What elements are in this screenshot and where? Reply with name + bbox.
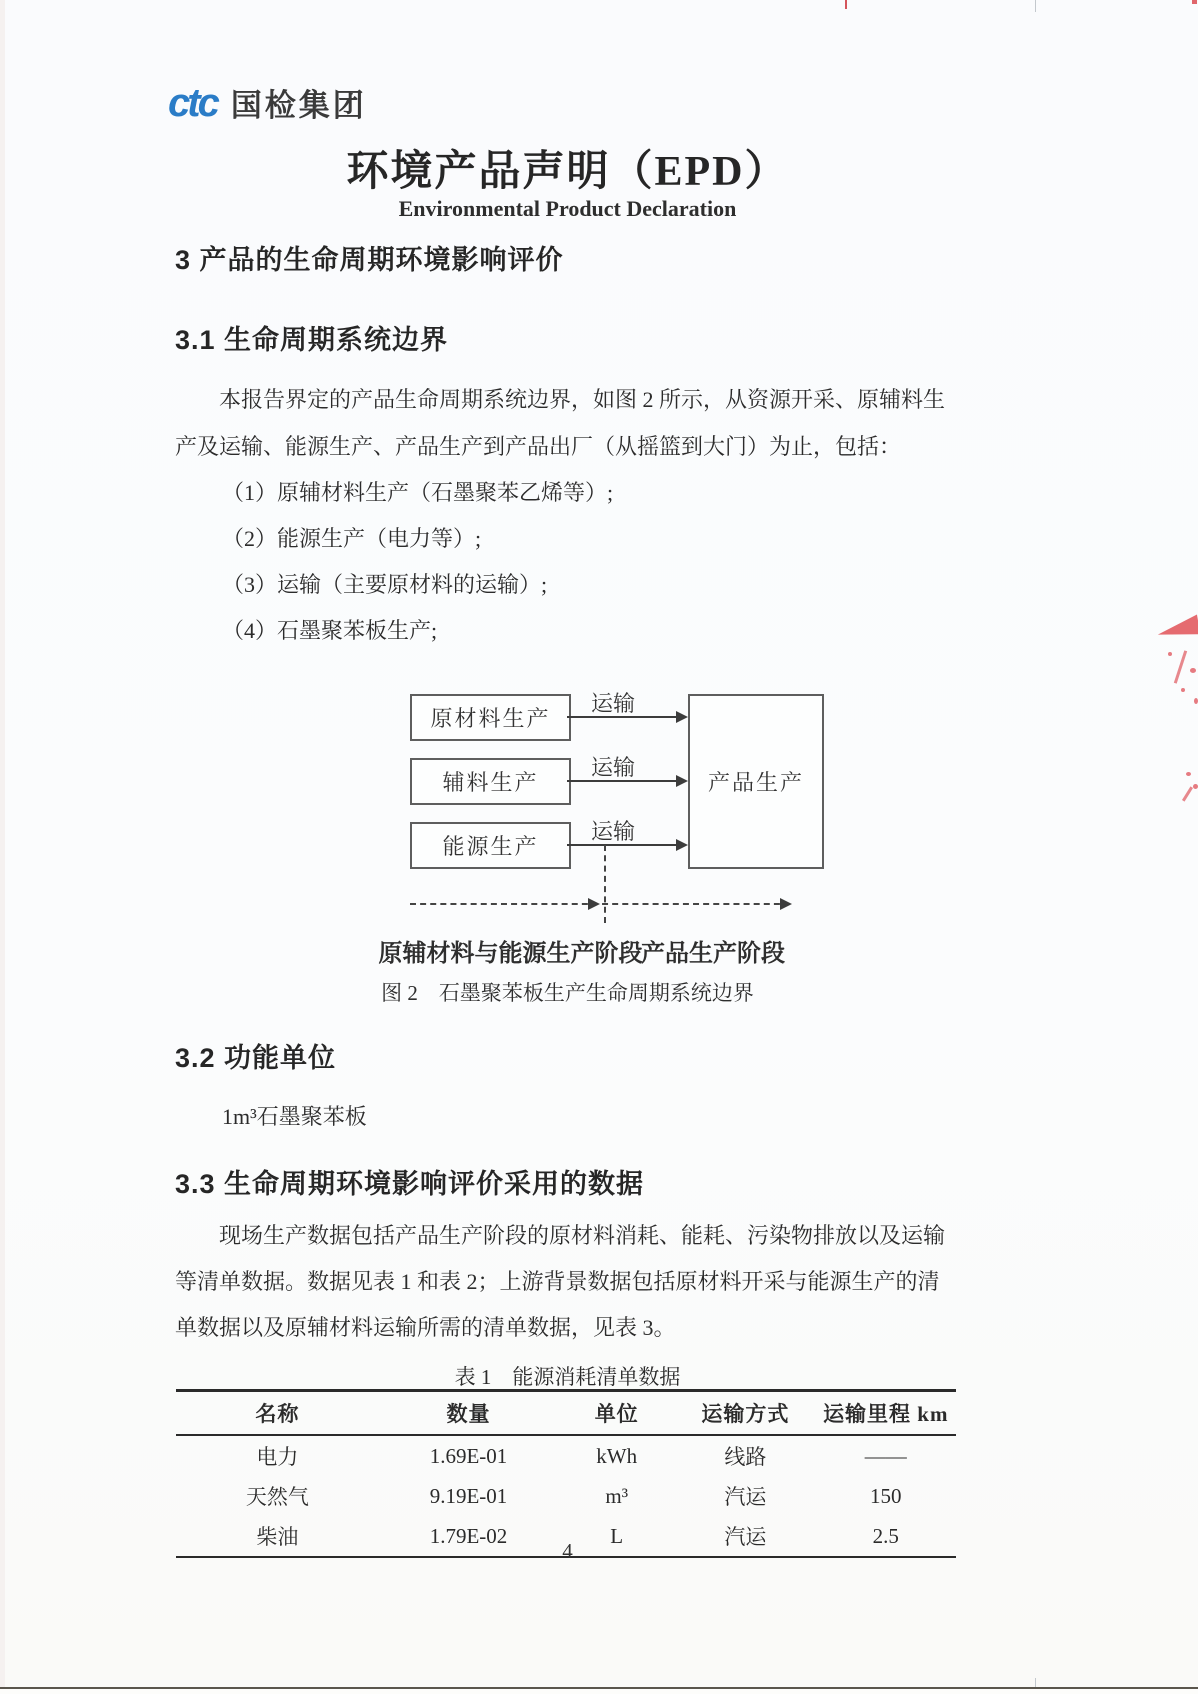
document-title: 环境产品声明（EPD） — [346, 149, 789, 195]
arrow-head-icon — [676, 775, 688, 787]
column-header-quantity: 数量 — [446, 1402, 491, 1426]
diagram-box-product: 产品生产 — [688, 694, 824, 869]
arrow-line-icon — [567, 780, 678, 782]
scan-red-corner-mark-icon — [1192, 0, 1197, 4]
diagram-box-raw-material: 原材料生产 — [410, 694, 571, 741]
document-subtitle: Environmental Product Declaration — [398, 196, 737, 221]
arrow-head-icon — [780, 898, 792, 910]
stage-label-product: 产品生产阶段 — [641, 940, 785, 967]
figure-2-caption: 图 2 石墨聚苯板生产生命周期系统边界 — [381, 981, 754, 1005]
arrow-head-icon — [676, 839, 688, 851]
paragraph-line: 本报告界定的产品生命周期系统边界，如图 2 所示，从资源开采、原辅料生 — [219, 387, 946, 412]
cell-name: 柴油 — [256, 1525, 299, 1549]
red-stamp-speck-icon — [1168, 652, 1172, 656]
table-1-title: 表 1 能源消耗清单数据 — [454, 1365, 681, 1389]
arrow-head-icon — [676, 711, 688, 723]
cell-transport-distance: 2.5 — [872, 1523, 899, 1548]
cell-transport-mode: 汽运 — [724, 1525, 767, 1549]
figure-2-system-boundary-diagram — [0, 685, 1198, 1015]
list-item: （4）石墨聚苯板生产; — [222, 618, 438, 643]
diagram-box-auxiliary: 辅料生产 — [410, 758, 571, 805]
arrow-head-icon — [588, 898, 600, 910]
cell-transport-distance: —— — [864, 1443, 907, 1468]
table-row — [176, 1476, 956, 1516]
red-stamp-stroke-icon — [1174, 650, 1187, 683]
section-3-1-paragraph — [175, 376, 970, 470]
red-stamp-speck-icon — [1190, 668, 1196, 673]
scan-bottom-margin — [0, 1689, 1198, 1694]
scan-fold-line-top — [1035, 0, 1036, 12]
section-3-3-paragraph — [175, 1213, 970, 1351]
energy-consumption-table — [176, 1389, 956, 1558]
cell-unit: m³ — [605, 1483, 628, 1508]
page-number: 4 — [562, 1539, 573, 1563]
column-header-transport-mode: 运输方式 — [701, 1402, 790, 1426]
cell-quantity: 1.79E-02 — [429, 1523, 508, 1548]
boundary-item-list — [222, 470, 613, 654]
section-3-1-heading: 3.1 生命周期系统边界 — [175, 325, 449, 355]
list-item: （2）能源生产（电力等）; — [222, 526, 482, 551]
column-header-name: 名称 — [255, 1402, 300, 1426]
timeline-dashed-arrow — [410, 903, 790, 905]
cell-quantity: 1.69E-01 — [429, 1443, 508, 1468]
paragraph-line: 产及运输、能源生产、产品生产到产品出厂（从摇篮到大门）为止，包括： — [175, 434, 902, 459]
cell-transport-mode: 汽运 — [724, 1485, 767, 1509]
table-row — [176, 1435, 956, 1476]
section-3-3-heading: 3.3 生命周期环境影响评价采用的数据 — [175, 1169, 645, 1199]
ctc-logo-mark: ctc — [168, 80, 217, 125]
cell-quantity: 9.19E-01 — [429, 1483, 508, 1508]
ctc-logo — [168, 80, 367, 125]
cell-unit: kWh — [596, 1443, 638, 1468]
column-header-unit: 单位 — [594, 1402, 639, 1426]
cell-name: 天然气 — [245, 1485, 309, 1509]
arrow-line-icon — [567, 716, 678, 718]
diagram-box-energy: 能源生产 — [410, 822, 571, 869]
section-3-heading: 3 产品的生命周期环境影响评价 — [175, 245, 564, 275]
cell-transport-mode: 线路 — [724, 1445, 767, 1469]
stage-label-materials-energy: 原辅材料与能源生产阶段 — [378, 940, 643, 967]
list-item: （3）运输（主要原材料的运输）; — [222, 572, 548, 597]
cell-unit: L — [610, 1523, 624, 1548]
functional-unit-value: 1m³石墨聚苯板 — [222, 1104, 367, 1129]
cell-transport-distance: 150 — [870, 1483, 902, 1508]
cell-name: 电力 — [256, 1445, 299, 1469]
list-item: （1）原辅材料生产（石墨聚苯乙烯等）; — [222, 480, 614, 505]
ctc-logo-text: 国检集团 — [230, 88, 367, 123]
stage-divider-dashed-line — [604, 845, 606, 923]
column-header-transport-distance: 运输里程 km — [823, 1402, 949, 1426]
section-3-2-heading: 3.2 功能单位 — [175, 1043, 337, 1073]
transport-arrow-label: 运输 — [590, 755, 635, 780]
paragraph-line: 现场生产数据包括产品生产阶段的原材料消耗、能耗、污染物排放以及运输 — [219, 1223, 946, 1248]
paragraph-line: 等清单数据。数据见表 1 和表 2；上游背景数据包括原材料开采与能源生产的清 — [175, 1269, 940, 1294]
red-stamp-fragment-icon — [1156, 615, 1198, 642]
table-header-row — [176, 1391, 956, 1436]
transport-arrow-label: 运输 — [590, 819, 635, 844]
paragraph-line: 单数据以及原辅材料运输所需的清单数据，见表 3。 — [175, 1315, 676, 1340]
scan-red-tick-icon — [845, 0, 847, 9]
arrow-line-icon — [567, 844, 678, 846]
transport-arrow-label: 运输 — [590, 691, 635, 716]
